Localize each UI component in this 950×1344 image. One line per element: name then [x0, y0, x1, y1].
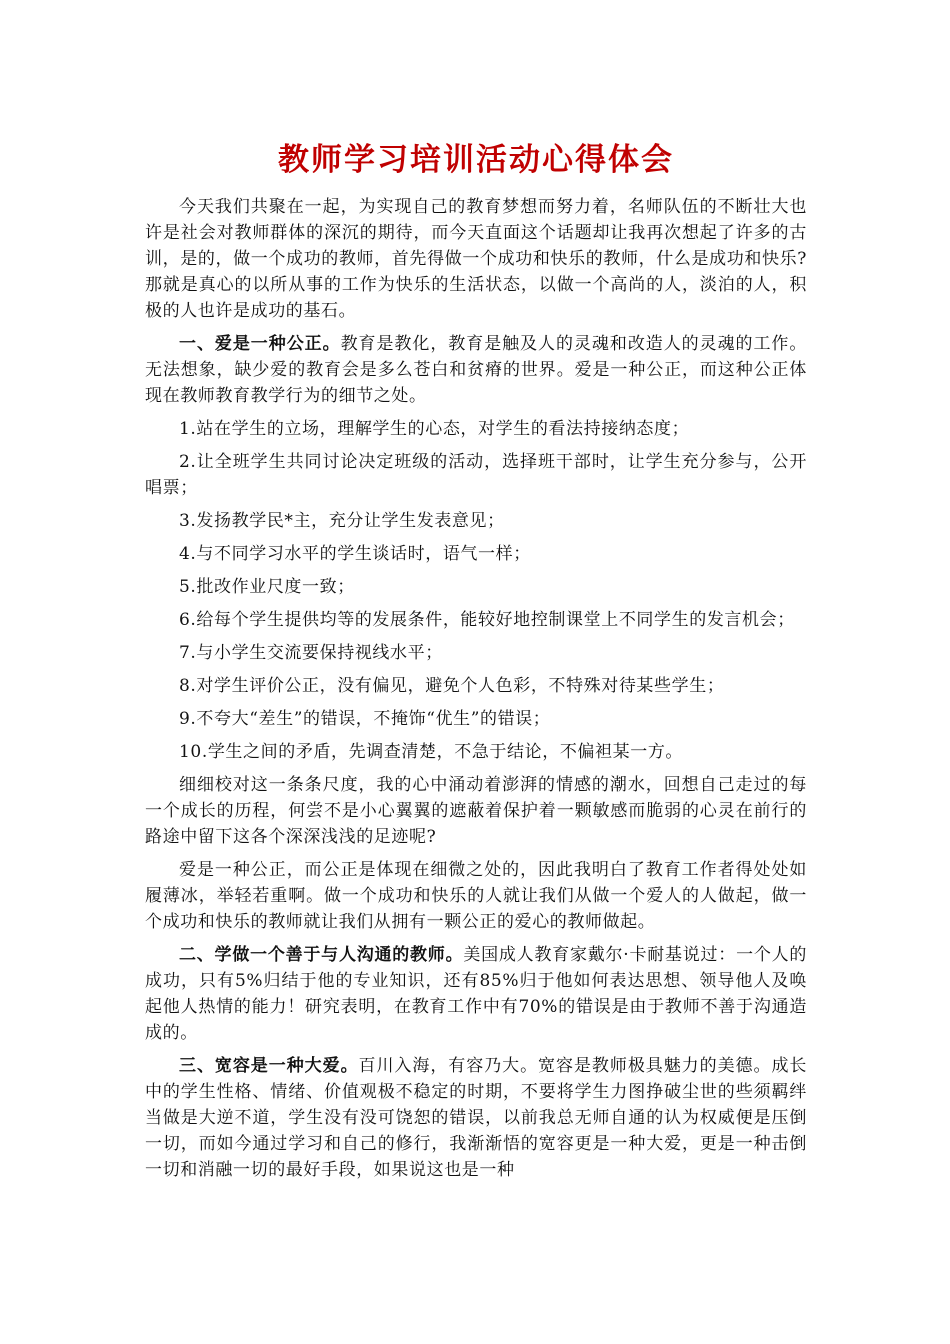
section-2-paragraph — [145, 942, 807, 1046]
list-item-8: 8.对学生评价公正，没有偏见，避免个人色彩，不特殊对待某些学生； — [179, 676, 725, 696]
intro-paragraph: 今天我们共聚在一起，为实现自己的教育梦想而努力着，名师队伍的不断壮大也许是社会对教师群体的深沉的期待，而今天直面这个话题却让我再次想起了许多的古训，是的，做一个成功的教师，首先得做一个成功和快乐的教师，什么是成功和快乐?那就是真心的以所从事的工作为快乐的生活状态，以做一个高尚的人，淡泊的人，积极的人也许是成功的基石。 — [145, 197, 807, 321]
section-3-text: 百川入海，有容乃大。宽容是教师极具魅力的美德。成长中的学生性格、情绪、价值观极不稳定的时期，不要将学生力图挣破尘世的些须羁绊当做是大逆不道，学生没有没可饶恕的错误，以前我总无师自通的认为权威便是压倒一切，而如今通过学习和自己的修行，我渐渐悟的宽容更是一种大爱，更是一种击倒一切和消融一切的最好手段，如果说这也是一种 — [145, 1056, 808, 1180]
list-item-6: 6.给每个学生提供均等的发展条件，能较好地控制课堂上不同学生的发言机会； — [179, 610, 795, 630]
section-1-text: 教育是教化，教育是触及人的灵魂和改造人的灵魂的工作。无法想象，缺少爱的教育会是多么苍白和贫瘠的世界。爱是一种公正，而这种公正体现在教师教育教学行为的细节之处。 — [145, 334, 807, 406]
document-title: 教师学习培训活动心得体会 — [278, 142, 674, 178]
list-item-7: 7.与小学生交流要保持视线水平； — [179, 643, 443, 663]
list-item-5: 5.批改作业尺度一致； — [179, 577, 355, 597]
section-2-heading: 二、学做一个善于与人沟通的教师。 — [179, 945, 464, 965]
section-3-heading: 三、宽容是一种大爱。 — [179, 1056, 359, 1076]
list-item-1: 1.站在学生的立场，理解学生的心态，对学生的看法持接纳态度； — [179, 419, 690, 439]
reflection-paragraph-2: 爱是一种公正，而公正是体现在细微之处的，因此我明白了教育工作者得处处如履薄冰，举轻若重啊。做一个成功和快乐的人就让我们从做一个爱人的人做起，做一个成功和快乐的教师就让我们从拥有一颗公正的爱心的教师做起。 — [145, 860, 807, 932]
list-item-9: 9.不夸大“差生”的错误，不掩饰“优生”的错误； — [179, 709, 551, 729]
list-item-10: 10.学生之间的矛盾，先调查清楚，不急于结论，不偏袒某一方。 — [179, 742, 684, 762]
section-1-paragraph — [145, 331, 807, 409]
reflection-paragraph-1: 细细校对这一条条尺度，我的心中涌动着澎湃的情感的潮水，回想自己走过的每一个成长的历程，何尝不是小心翼翼的遮蔽着保护着一颗敏感而脆弱的心灵在前行的路途中留下这各个深深浅浅的足迹呢? — [145, 775, 807, 847]
list-item-2: 2.让全班学生共同讨论决定班级的活动，选择班干部时，让学生充分参与，公开唱票； — [145, 452, 807, 498]
section-2-text: 美国成人教育家戴尔·卡耐基说过：一个人的成功，只有5%归结于他的专业知识，还有85%归于他如何表达思想、领导他人及唤起他人热情的能力！研究表明，在教育工作中有70%的错误是由于教师不善于沟通造成的。 — [145, 945, 807, 1043]
list-item-3: 3.发扬教学民*主，充分让学生发表意见； — [179, 511, 505, 531]
list-item-4: 4.与不同学习水平的学生谈话时，语气一样； — [179, 544, 531, 564]
section-1-heading: 一、爱是一种公正。 — [179, 334, 341, 354]
section-3-paragraph — [145, 1053, 807, 1183]
